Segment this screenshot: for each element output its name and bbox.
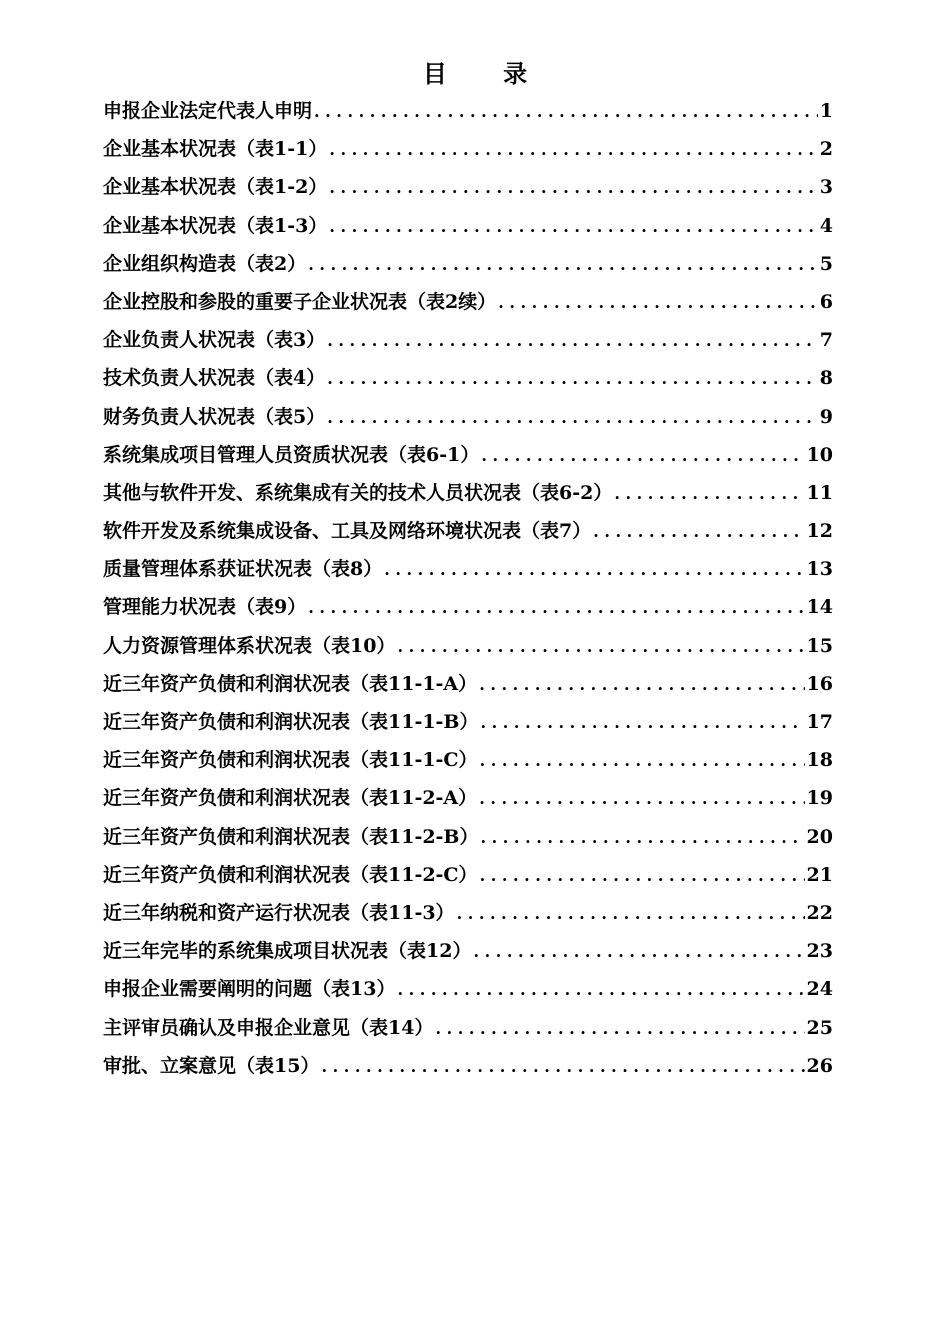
toc-dot-leader	[327, 360, 818, 398]
toc-entry-label: 管理能力状况表（表9）	[103, 596, 307, 619]
toc-dot-leader	[397, 971, 804, 1009]
toc-entry-page-number: 1	[819, 100, 833, 122]
toc-entry[interactable]	[103, 970, 833, 1008]
toc-entry[interactable]	[103, 474, 833, 512]
toc-entry[interactable]	[103, 207, 833, 245]
toc-dot-leader	[498, 284, 818, 322]
toc-entry-page-number: 22	[806, 901, 833, 924]
toc-dot-leader	[314, 93, 818, 131]
toc-entry[interactable]	[103, 321, 833, 359]
toc-entry[interactable]	[103, 627, 833, 665]
toc-entry-label: 财务负责人状况表（表5）	[103, 405, 326, 428]
toc-dot-leader	[479, 666, 804, 704]
toc-entry-label: 近三年资产负债和利润状况表（表11-2-C）	[103, 863, 478, 886]
toc-entry[interactable]	[103, 818, 833, 856]
toc-entry-label: 近三年资产负债和利润状况表（表11-2-B）	[103, 825, 479, 848]
toc-entry-label: 近三年完毕的系统集成项目状况表（表12）	[103, 940, 472, 963]
toc-entry[interactable]	[103, 703, 833, 741]
toc-entry-label: 企业负责人状况表（表3）	[103, 329, 326, 352]
toc-dot-leader	[457, 895, 805, 933]
toc-entry-label: 申报企业法定代表人申明	[103, 100, 313, 122]
toc-entry-label: 软件开发及系统集成设备、工具及网络环境状况表（表7）	[103, 520, 592, 543]
toc-dot-leader	[593, 513, 804, 551]
toc-entry[interactable]	[103, 779, 833, 817]
toc-entry-page-number: 8	[819, 367, 833, 390]
toc-dot-leader	[327, 322, 818, 360]
toc-entry-page-number: 13	[806, 558, 833, 581]
toc-entry[interactable]	[103, 550, 833, 588]
toc-entry-page-number: 24	[806, 978, 833, 1001]
toc-entry[interactable]	[103, 588, 833, 626]
toc-dot-leader	[481, 437, 804, 475]
toc-dot-leader	[329, 169, 817, 207]
toc-dot-leader	[308, 589, 804, 627]
toc-entry-page-number: 11	[806, 481, 833, 504]
toc-entry[interactable]	[103, 665, 833, 703]
toc-entry-label: 近三年资产负债和利润状况表（表11-2-A）	[103, 787, 478, 810]
toc-dot-leader	[327, 399, 818, 437]
toc-entry-label: 企业基本状况表（表1-2）	[103, 176, 328, 199]
toc-dot-leader	[435, 1010, 804, 1048]
toc-dot-leader	[308, 246, 818, 284]
toc-entry-label: 企业基本状况表（表1-3）	[103, 214, 328, 237]
toc-entry-label: 近三年资产负债和利润状况表（表11-1-B）	[103, 711, 479, 733]
toc-entry-label: 主评审员确认及申报企业意见（表14）	[103, 1016, 434, 1039]
toc-entry-label: 近三年纳税和资产运行状况表（表11-3）	[103, 901, 455, 924]
toc-entry-label: 其他与软件开发、系统集成有关的技术人员状况表（表6-2）	[103, 481, 613, 504]
toc-entry-page-number: 5	[819, 252, 833, 275]
toc-entry[interactable]	[103, 932, 833, 970]
toc-dot-leader	[614, 475, 804, 513]
toc-entry-label: 近三年资产负债和利润状况表（表11-1-C）	[103, 749, 478, 772]
toc-entry-page-number: 20	[806, 825, 833, 848]
toc-entry-page-number: 12	[806, 520, 833, 543]
toc-entry[interactable]	[103, 398, 833, 436]
toc-entry[interactable]	[103, 856, 833, 894]
toc-dot-leader	[479, 780, 804, 818]
toc-entry-page-number: 15	[806, 634, 833, 657]
toc-entry-page-number: 26	[806, 1054, 833, 1077]
toc-entry-page-number: 3	[819, 176, 833, 199]
toc-entry-page-number: 19	[806, 787, 833, 810]
toc-dot-leader	[480, 857, 805, 895]
toc-entry-label: 技术负责人状况表（表4）	[103, 367, 326, 390]
toc-dot-leader	[481, 819, 805, 857]
toc-dot-leader	[321, 1048, 804, 1086]
toc-entry[interactable]	[103, 512, 833, 550]
toc-entry-page-number: 18	[806, 749, 833, 772]
toc-entry[interactable]	[103, 894, 833, 932]
toc-dot-leader	[329, 208, 817, 246]
toc-entry[interactable]	[103, 92, 833, 130]
toc-entry-page-number: 10	[806, 443, 833, 466]
toc-entry-label: 企业基本状况表（表1-1）	[103, 138, 328, 161]
toc-entry[interactable]	[103, 130, 833, 168]
toc-entry-page-number: 4	[819, 214, 833, 237]
toc-entry-page-number: 16	[806, 672, 833, 695]
toc-entry[interactable]	[103, 283, 833, 321]
toc-entry[interactable]	[103, 359, 833, 397]
toc-entry-label: 企业组织构造表（表2）	[103, 252, 307, 275]
toc-entry-label: 人力资源管理体系状况表（表10）	[103, 634, 396, 657]
toc-list	[103, 92, 833, 1085]
toc-entry-label: 申报企业需要阐明的问题（表13）	[103, 978, 396, 1001]
toc-title: 目 录	[422, 59, 552, 88]
toc-dot-leader	[329, 131, 817, 169]
toc-entry-label: 企业控股和参股的重要子企业状况表（表2续）	[103, 290, 497, 313]
toc-entry[interactable]	[103, 245, 833, 283]
toc-entry-page-number: 21	[806, 863, 833, 886]
toc-entry[interactable]	[103, 1047, 833, 1085]
toc-entry-label: 近三年资产负债和利润状况表（表11-1-A）	[103, 672, 478, 695]
toc-entry-page-number: 14	[806, 596, 833, 619]
toc-entry[interactable]	[103, 436, 833, 474]
toc-entry-page-number: 23	[806, 940, 833, 963]
toc-entry[interactable]	[103, 1009, 833, 1047]
toc-entry-page-number: 6	[819, 290, 833, 313]
toc-entry-label: 系统集成项目管理人员资质状况表（表6-1）	[103, 443, 480, 466]
toc-dot-leader	[384, 551, 804, 589]
toc-entry-page-number: 9	[819, 405, 833, 428]
toc-entry-page-number: 25	[806, 1016, 833, 1039]
toc-entry[interactable]	[103, 168, 833, 206]
toc-entry-page-number: 2	[819, 138, 833, 161]
toc-entry[interactable]	[103, 741, 833, 779]
toc-dot-leader	[480, 742, 805, 780]
toc-entry-page-number: 7	[819, 329, 833, 352]
toc-entry-label: 审批、立案意见（表15）	[103, 1054, 320, 1077]
toc-entry-page-number: 17	[806, 711, 833, 733]
toc-dot-leader	[473, 933, 804, 971]
toc-entry-label: 质量管理体系获证状况表（表8）	[103, 558, 383, 581]
toc-dot-leader	[397, 628, 804, 666]
toc-dot-leader	[481, 704, 805, 742]
